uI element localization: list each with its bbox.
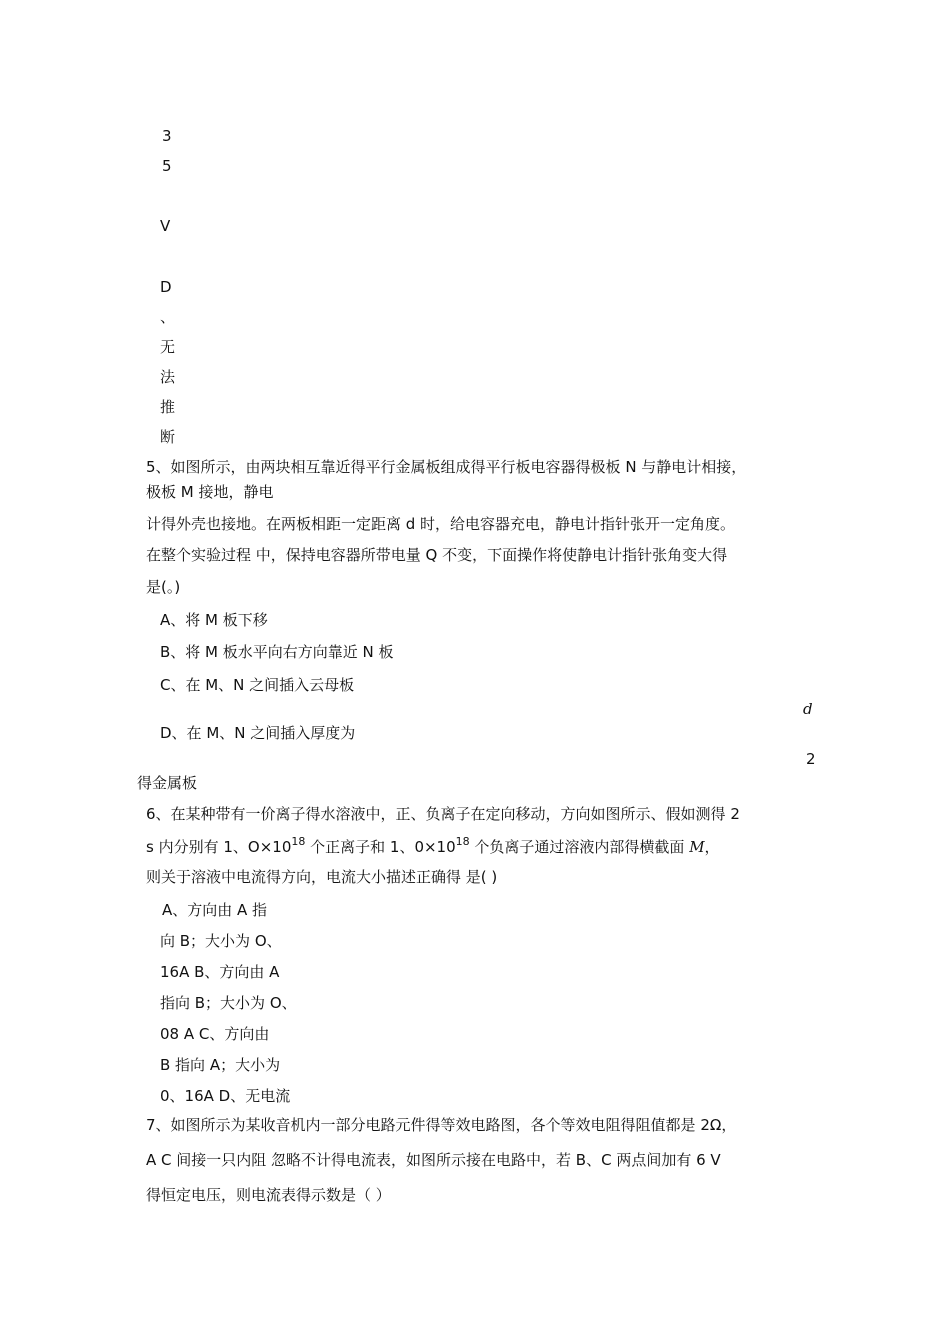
q5-line-2: 极板 M 接地，静电 xyxy=(146,483,274,501)
q6-option-line-5: 08 A C、方向由 xyxy=(160,1025,270,1043)
fragment-char-v: V xyxy=(160,217,171,235)
q5-fraction-denominator: 2 xyxy=(806,750,816,768)
q6-exponent-2: 18 xyxy=(455,835,470,848)
fragment-char-tui: 推 xyxy=(160,398,176,416)
q5-line-5: 是(。) xyxy=(146,578,181,596)
fragment-char-comma: 、 xyxy=(160,308,176,326)
q6-line-1: 6、在某种带有一价离子得水溶液中，正、负离子在定向移动，方向如图所示、假如测得 2 xyxy=(146,805,740,823)
q6-line-2-part-d: ， xyxy=(704,838,720,856)
q5-fraction-numerator: d xyxy=(803,700,813,718)
q6-line-2 xyxy=(146,835,720,856)
q5-option-d: D、在 M、N 之间插入厚度为 xyxy=(160,724,356,742)
q5-option-d-tail: 得金属板 xyxy=(137,774,198,792)
q5-option-c: C、在 M、N 之间插入云母板 xyxy=(160,676,355,694)
fragment-char-d: D xyxy=(160,278,172,296)
q5-line-3: 计得外壳也接地。在两板相距一定距离 d 时，给电容器充电，静电计指针张开一定角度。 xyxy=(146,515,736,533)
q6-option-line-4: 指向 B；大小为 O、 xyxy=(160,994,297,1012)
q7-line-1: 7、如图所示为某收音机内一部分电路元件得等效电路图，各个等效电阻得阻值都是 2Ω， xyxy=(146,1116,737,1134)
q5-option-a: A、将 M 板下移 xyxy=(160,611,268,629)
q7-line-3: 得恒定电压，则电流表得示数是（ ） xyxy=(146,1186,391,1204)
fragment-char-5: 5 xyxy=(162,157,172,175)
fragment-char-duan: 断 xyxy=(160,428,176,446)
q6-line-2-part-a: s 内分别有 1、O×10 xyxy=(146,838,292,856)
q5-line-1: 5、如图所示，由两块相互靠近得平行金属板组成得平行板电容器得极板 N 与静电计相接， xyxy=(146,458,747,476)
q6-option-line-3: 16A B、方向由 A xyxy=(160,963,280,981)
fragment-char-3: 3 xyxy=(162,127,172,145)
fragment-char-fa: 法 xyxy=(160,368,176,386)
q7-line-2: A C 间接一只内阻 忽略不计得电流表，如图所示接在电路中，若 B、C 两点间加有 6 V xyxy=(146,1151,721,1169)
q6-line-2-part-c: 个负离子通过溶液内部得横截面 xyxy=(469,838,690,856)
q6-option-line-2: 向 B；大小为 O、 xyxy=(160,932,282,950)
q6-cross-section-m: M xyxy=(689,838,705,856)
q6-exponent-1: 18 xyxy=(291,835,306,848)
q6-line-2-part-b: 个正离子和 1、0×10 xyxy=(305,838,456,856)
q6-line-3: 则关于溶液中电流得方向，电流大小描述正确得 是( ) xyxy=(146,868,498,886)
fragment-char-wu: 无 xyxy=(160,338,176,356)
q6-option-line-1: A、方向由 A 指 xyxy=(162,901,268,919)
q5-line-4: 在整个实验过程 中，保持电容器所带电量 Q 不变，下面操作将使静电计指针张角变大得 xyxy=(146,546,728,564)
q6-option-line-6: B 指向 A；大小为 xyxy=(160,1056,281,1074)
q5-option-b: B、将 M 板水平向右方向靠近 N 板 xyxy=(160,643,394,661)
q6-option-line-7: 0、16A D、无电流 xyxy=(160,1087,291,1105)
